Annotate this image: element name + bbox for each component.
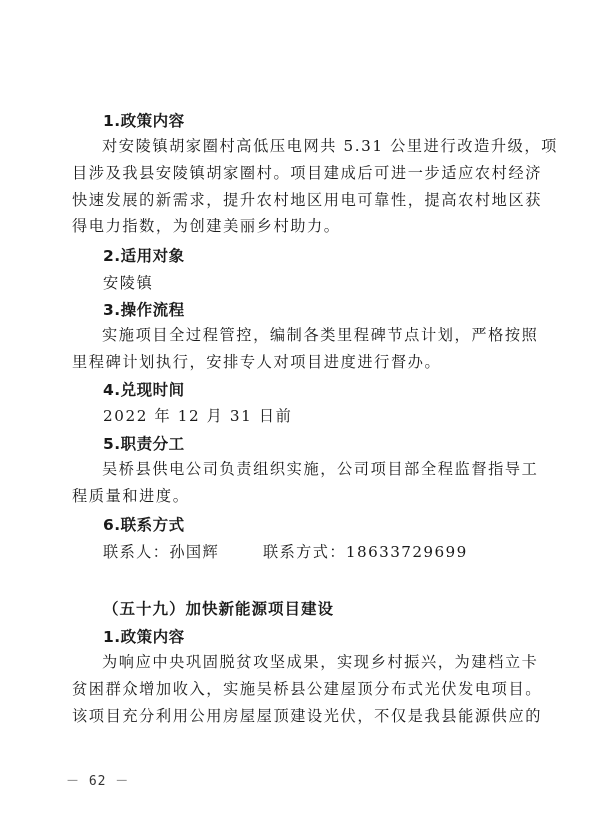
duty-heading: 5.职责分工 bbox=[103, 435, 185, 453]
target-heading: 2.适用对象 bbox=[103, 247, 185, 265]
paragraph-line: 得电力指数，为创建美丽乡村助力。 bbox=[72, 217, 341, 236]
contact-phone: 联系方式：18633729699 bbox=[263, 543, 468, 561]
contact-heading: 6.联系方式 bbox=[103, 516, 185, 534]
process-paragraph bbox=[72, 322, 539, 376]
paragraph-line: 实施项目全过程管控，编制各类里程碑节点计划，严格按照 bbox=[102, 326, 539, 344]
paragraph-line: 程质量和进度。 bbox=[72, 486, 190, 505]
section-59-policy-heading: 1.政策内容 bbox=[103, 628, 185, 646]
duty-paragraph bbox=[72, 456, 539, 510]
deadline-heading: 4.兑现时间 bbox=[103, 381, 185, 399]
page-number: － 62 － bbox=[66, 774, 130, 789]
paragraph-line: 为响应中央巩固脱贫攻坚成果，实现乡村振兴，为建档立卡 bbox=[102, 653, 539, 671]
section-59-policy-paragraph bbox=[72, 649, 543, 729]
process-heading: 3.操作流程 bbox=[103, 301, 185, 319]
paragraph-line: 里程碑计划执行，安排专人对项目进度进行督办。 bbox=[72, 352, 442, 371]
paragraph-line: 贫困群众增加收入，实施吴桥县公建屋顶分布式光伏发电项目。 bbox=[72, 679, 543, 698]
paragraph-line: 目涉及我县安陵镇胡家圈村。项目建成后可进一步适应农村经济 bbox=[72, 163, 543, 182]
paragraph-line: 吴桥县供电公司负责组织实施，公司项目部全程监督指导工 bbox=[102, 460, 539, 478]
paragraph-line: 该项目充分利用公用房屋屋顶建设光伏，不仅是我县能源供应的 bbox=[72, 706, 543, 725]
target-text: 安陵镇 bbox=[103, 274, 154, 292]
contact-person: 联系人：孙国辉 bbox=[103, 543, 220, 561]
section-59-title: （五十九）加快新能源项目建设 bbox=[103, 600, 335, 618]
policy-heading: 1.政策内容 bbox=[103, 112, 185, 130]
deadline-text: 2022 年 12 月 31 日前 bbox=[103, 407, 293, 425]
paragraph-line: 快速发展的新需求，提升农村地区用电可靠性，提高农村地区获 bbox=[72, 190, 543, 209]
paragraph-line: 对安陵镇胡家圈村高低压电网共 5.31 公里进行改造升级，项 bbox=[102, 137, 558, 155]
policy-paragraph bbox=[72, 133, 558, 240]
